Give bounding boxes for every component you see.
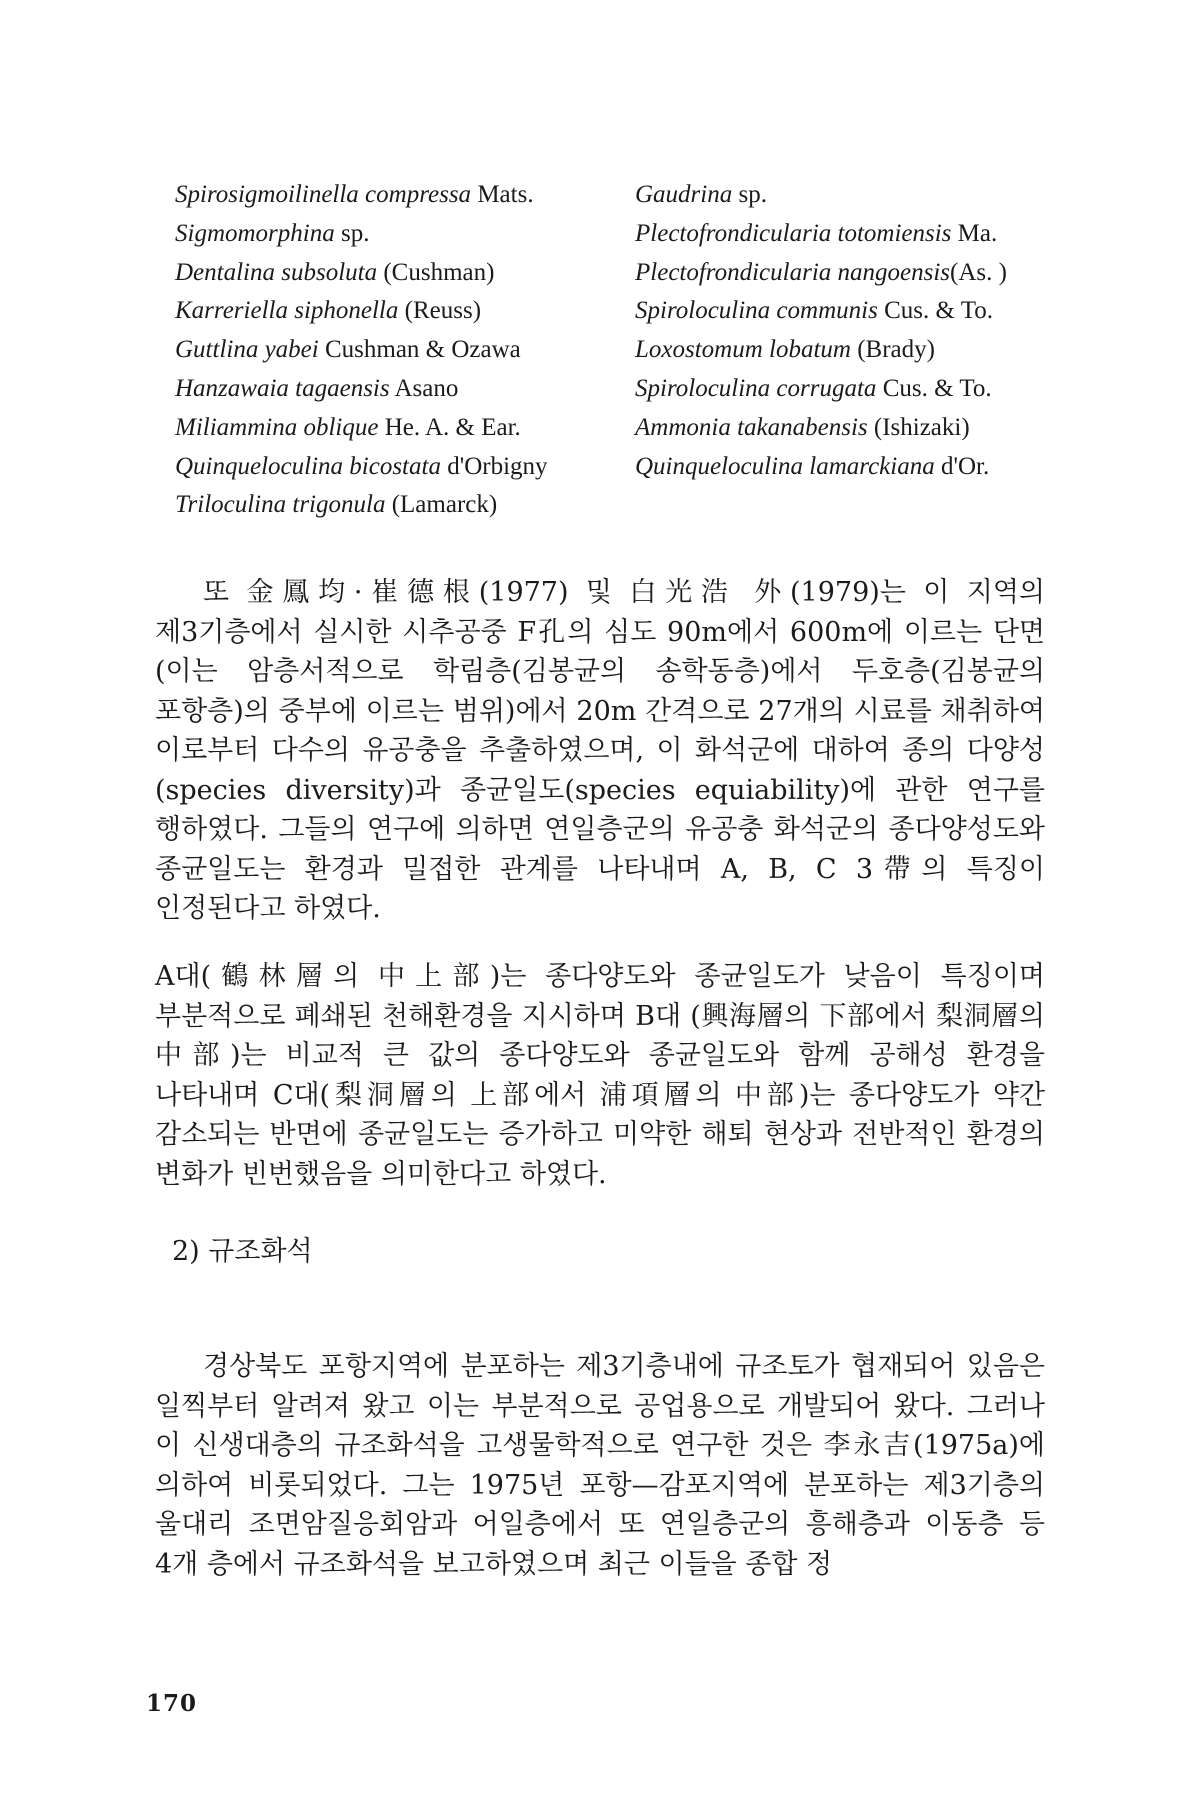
species-author: (Cushman) bbox=[377, 258, 495, 286]
species-column-left bbox=[175, 176, 635, 525]
species-author: Cus. & To. bbox=[877, 297, 993, 325]
species-name: Guttlina yabei bbox=[175, 336, 319, 364]
species-name: Spirosigmoilinella compressa bbox=[175, 181, 472, 208]
species-author: (As. ) bbox=[950, 258, 1007, 286]
species-name: Quinqueloculina lamarckiana bbox=[635, 452, 935, 480]
species-name: Dentalina subsoluta bbox=[175, 258, 378, 286]
species-name: Spiroloculina communis bbox=[635, 297, 878, 325]
species-name: Plectofrondicularia totomiensis bbox=[635, 219, 952, 247]
body-paragraph: 경상북도 포항지역에 분포하는 제3기층내에 규조토가 협재되어 있음은 일찍부터 알려져 왔고 이는 부분적으로 공업용으로 개발되어 왔다. 그러나 이 신생대층의 규조화석을 고생물학적으로 연구한 것은 李永吉(1975a)에 의하여 비롯되었다. 그는 1975년 포항—감포지역에 분포하는 제3기층의 울대리 조면암질응회암과 어일층에서 또 연일층군의 흥해층과 이동층 등 4개 층에서 규조화석을 보고하였으며 최근 이들을 종합 정 bbox=[155, 1351, 1045, 1580]
species-entry bbox=[635, 254, 1055, 293]
species-author: d'Orbigny bbox=[440, 452, 548, 480]
species-entry bbox=[175, 409, 635, 448]
species-name: Ammonia takanabensis bbox=[635, 413, 868, 441]
species-author: sp. bbox=[334, 219, 370, 247]
species-entry bbox=[175, 254, 635, 293]
species-name: Spiroloculina corrugata bbox=[635, 374, 877, 402]
species-entry bbox=[635, 409, 1055, 448]
species-entry bbox=[175, 176, 635, 215]
species-entry bbox=[175, 448, 635, 487]
section-heading: 2) 규조화석 bbox=[172, 1236, 313, 1267]
species-entry bbox=[635, 370, 1055, 409]
species-entry bbox=[175, 370, 635, 409]
species-author: Cus. & To. bbox=[876, 374, 992, 402]
species-entry bbox=[635, 292, 1055, 331]
species-list bbox=[175, 176, 1055, 525]
species-author: (Ishizaki) bbox=[867, 413, 970, 441]
species-author: d'Or. bbox=[934, 452, 990, 480]
species-author: He. A. & Ear. bbox=[378, 413, 521, 441]
page-number: 170 bbox=[146, 1690, 198, 1717]
species-entry bbox=[635, 215, 1055, 254]
species-column-right bbox=[635, 176, 1055, 525]
species-author: Mats. bbox=[471, 181, 534, 208]
species-author: sp. bbox=[732, 181, 767, 208]
species-entry bbox=[635, 331, 1055, 370]
species-entry bbox=[635, 176, 1055, 215]
species-name: Gaudrina bbox=[635, 181, 733, 208]
body-paragraph: 또 金鳳均·崔德根(1977) 및 白光浩 外(1979)는 이 지역의 제3기층에서 실시한 시추공중 F孔의 심도 90m에서 600m에 이르는 단면(이는 암층서적으로 학림층(김봉균의 송학동층)에서 두호층(김봉균의 포항층)의 중부에 이르는 범위)에서 20m 간격으로 27개의 시료를 채취하여 이로부터 다수의 유공충을 추출하였으며, 이 화석군에 대하여 종의 다양성 (species diversity)과 종균일도(species equiability)에 관한 연구를 행하였다. 그들의 연구에 의하면 연일층군의 유공충 화석군의 종다양성도와 종균일도는 환경과 밀접한 관계를 나타내며 A, B, C 3帶의 특징이 인정된다고 하였다. bbox=[155, 577, 1045, 924]
species-name: Triloculina trigonula bbox=[175, 491, 386, 519]
species-author: Asano bbox=[389, 374, 459, 402]
species-author: (Lamarck) bbox=[385, 491, 498, 519]
species-entry bbox=[635, 448, 1055, 487]
species-entry bbox=[175, 292, 635, 331]
species-name: Loxostomum lobatum bbox=[635, 336, 851, 364]
species-author: Cushman & Ozawa bbox=[318, 336, 521, 364]
body-paragraph: A대(鶴林層의 中上部)는 종다양도와 종균일도가 낮음이 특징이며 부분적으로 폐쇄된 천해환경을 지시하며 B대 (興海層의 下部에서 梨洞層의 中部)는 비교적 큰 값의 종다양도와 종균일도와 함께 공해성 환경을 나타내며 C대(梨洞層의 上部에서 浦項層의 中部)는 종다양도가 약간 감소되는 반면에 종균일도는 증가하고 미약한 해퇴 현상과 전반적인 환경의 변화가 빈번했음을 의미한다고 하였다. bbox=[155, 961, 1045, 1190]
species-entry bbox=[175, 486, 635, 525]
species-name: Plectofrondicularia nangoensis bbox=[635, 258, 951, 286]
species-author: (Reuss) bbox=[398, 297, 482, 325]
species-name: Karreriella siphonella bbox=[175, 297, 399, 325]
species-entry bbox=[175, 331, 635, 370]
species-name: Hanzawaia tagaensis bbox=[175, 374, 390, 402]
species-name: Sigmomorphina bbox=[175, 219, 335, 247]
species-name: Quinqueloculina bicostata bbox=[175, 452, 441, 480]
species-entry bbox=[175, 215, 635, 254]
species-author: Ma. bbox=[951, 219, 998, 247]
species-name: Miliammina oblique bbox=[175, 413, 379, 441]
species-author: (Brady) bbox=[850, 336, 935, 364]
